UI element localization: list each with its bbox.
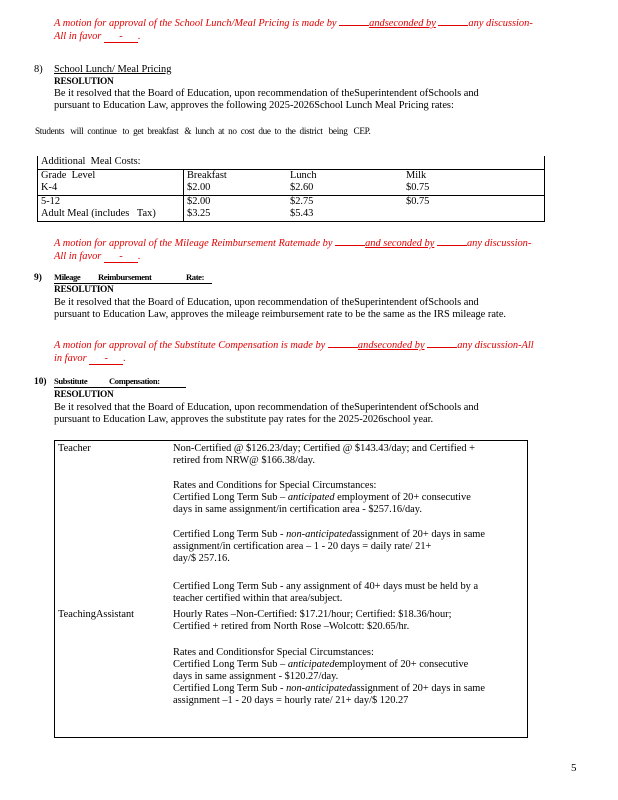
rate-line: teacher certified within that area/subject. (173, 593, 343, 604)
motion-lunch-line1: A motion for approval of the School Lunch/Meal Pricing is made by andseconded by any discussion- (54, 18, 533, 29)
rate-line: Non-Certified @ $126.23/day; Certified @ $143.43/day; and Certified + (173, 443, 476, 454)
section-8-title: School Lunch/ Meal Pricing (54, 64, 172, 75)
header-lunch: Lunch (290, 169, 317, 181)
seconder-blank[interactable] (427, 338, 457, 348)
table-row (38, 208, 544, 221)
motion-substitute (54, 338, 594, 365)
motion-mileage-line2: All in favor - . (54, 250, 141, 262)
section-8-number: 8) (34, 64, 43, 75)
rate-line: Certified Long Term Sub - non-anticipatedassignment of 20+ days in same (173, 683, 485, 694)
section-9-body-line2: pursuant to Education Law, approves the mileage reimbursement rate to be the same as the IRS mileage rate. (54, 309, 507, 320)
section-8-resolution: RESOLUTION (54, 77, 114, 87)
grade-cell: K-4 (38, 182, 184, 195)
cep-note: Students will continue to get breakfast & lunch at no cost due to the district being CEP. (35, 126, 371, 136)
rate-line: days in same assignment - $120.27/day. (173, 671, 339, 682)
meal-cost-table (37, 156, 545, 222)
rate-line: Rates and Conditionsfor Special Circumstances: (173, 647, 374, 658)
lunch-cell: $2.75 (290, 195, 314, 207)
meal-table-caption-row (38, 156, 544, 169)
teaching-assistant-label: TeachingAssistant (58, 609, 135, 620)
milk-cell (403, 208, 544, 221)
rate-line: Certified Long Term Sub - non-anticipatedassignment of 20+ days in same (173, 529, 485, 540)
rate-line: Certified Long Term Sub – anticipated employment of 20+ consecutive (173, 492, 471, 503)
section-9-title: Mileage Reimbursement Rate: (54, 272, 212, 284)
section-10-resolution: RESOLUTION (54, 390, 114, 400)
breakfast-cell: $2.00 (187, 182, 211, 193)
breakfast-cell: $2.00 (187, 195, 211, 207)
section-9-resolution: RESOLUTION (54, 285, 114, 295)
rate-line: day/$ 257.16. (173, 553, 230, 564)
grade-cell: Adult Meal (includes Tax) (38, 208, 184, 221)
favor-blank[interactable]: - (89, 354, 123, 365)
motion-mileage-line1: A motion for approval of the Mileage Reimbursement Ratemade by and seconded by any discussion- (54, 238, 532, 249)
header-breakfast: Breakfast (187, 169, 227, 181)
rate-line: assignment –1 - 20 days = hourly rate/ 21+ day/$ 120.27 (173, 695, 409, 706)
seconder-blank[interactable] (438, 16, 468, 26)
rate-line: Certified + retired from North Rose –Wolcott: $20.65/hr. (173, 621, 410, 632)
rate-line: Hourly Rates –Non-Certified: $17.21/hour; Certified: $18.36/hour; (173, 609, 452, 620)
meal-table-header-row (38, 169, 544, 183)
page-number: 5 (571, 762, 577, 774)
rate-line: assignment/in certification area – 1 - 20 days = daily rate/ 21+ (173, 541, 432, 552)
section-10-title: Substitute Compensation: (54, 376, 186, 388)
rate-line: Certified Long Term Sub - any assignment of 40+ days must be held by a (173, 581, 479, 592)
favor-blank[interactable]: - (104, 32, 138, 43)
motion-substitute-line1: A motion for approval of the Substitute Compensation is made by andseconded by any discussion-All (54, 340, 534, 351)
rate-line: Rates and Conditions for Special Circumstances: (173, 480, 377, 491)
teacher-label: Teacher (58, 443, 91, 454)
breakfast-cell: $3.25 (187, 208, 211, 219)
section-9-body-line1: Be it resolved that the Board of Education, upon recommendation of theSuperintendent ofSchools and (54, 297, 479, 308)
meal-table-caption: Additional Meal Costs: (41, 156, 141, 167)
header-milk: Milk (406, 169, 427, 181)
motion-mileage (54, 236, 594, 263)
motion-lunch (54, 16, 594, 43)
table-row (38, 195, 544, 209)
grade-cell: 5-12 (38, 196, 184, 209)
milk-cell: $0.75 (406, 195, 430, 207)
rate-line: days in same assignment/in certification area - $257.16/day. (173, 504, 422, 515)
table-row (38, 182, 544, 195)
header-grade-level: Grade Level (38, 170, 184, 183)
rate-line: Certified Long Term Sub – anticipatedemployment of 20+ consecutive (173, 659, 469, 670)
milk-cell: $0.75 (406, 182, 430, 193)
motion-lunch-line2: All in favor - . (54, 30, 141, 42)
lunch-cell: $2.60 (290, 182, 314, 193)
mover-blank[interactable] (339, 16, 369, 26)
section-8-body-line1: Be it resolved that the Board of Education, upon recommendation of theSuperintendent ofSchools and (54, 88, 479, 99)
substitute-rates-table (54, 440, 528, 738)
section-10-body-line2: pursuant to Education Law, approves the substitute pay rates for the 2025-2026school year. (54, 414, 434, 425)
lunch-cell: $5.43 (290, 208, 314, 219)
mover-blank[interactable] (328, 338, 358, 348)
mover-blank[interactable] (335, 236, 365, 246)
seconder-blank[interactable] (437, 236, 467, 246)
section-8-body-line2: pursuant to Education Law, approves the following 2025-2026School Lunch Meal Pricing rates: (54, 100, 454, 111)
section-10-body-line1: Be it resolved that the Board of Education, upon recommendation of theSuperintendent ofSchools and (54, 402, 479, 413)
section-10-number: 10) (34, 377, 47, 387)
rate-line: retired from NRW@ $166.38/day. (173, 455, 315, 466)
motion-substitute-line2: in favor - . (54, 352, 126, 364)
section-9-number: 9) (34, 273, 42, 283)
favor-blank[interactable]: - (104, 252, 138, 263)
